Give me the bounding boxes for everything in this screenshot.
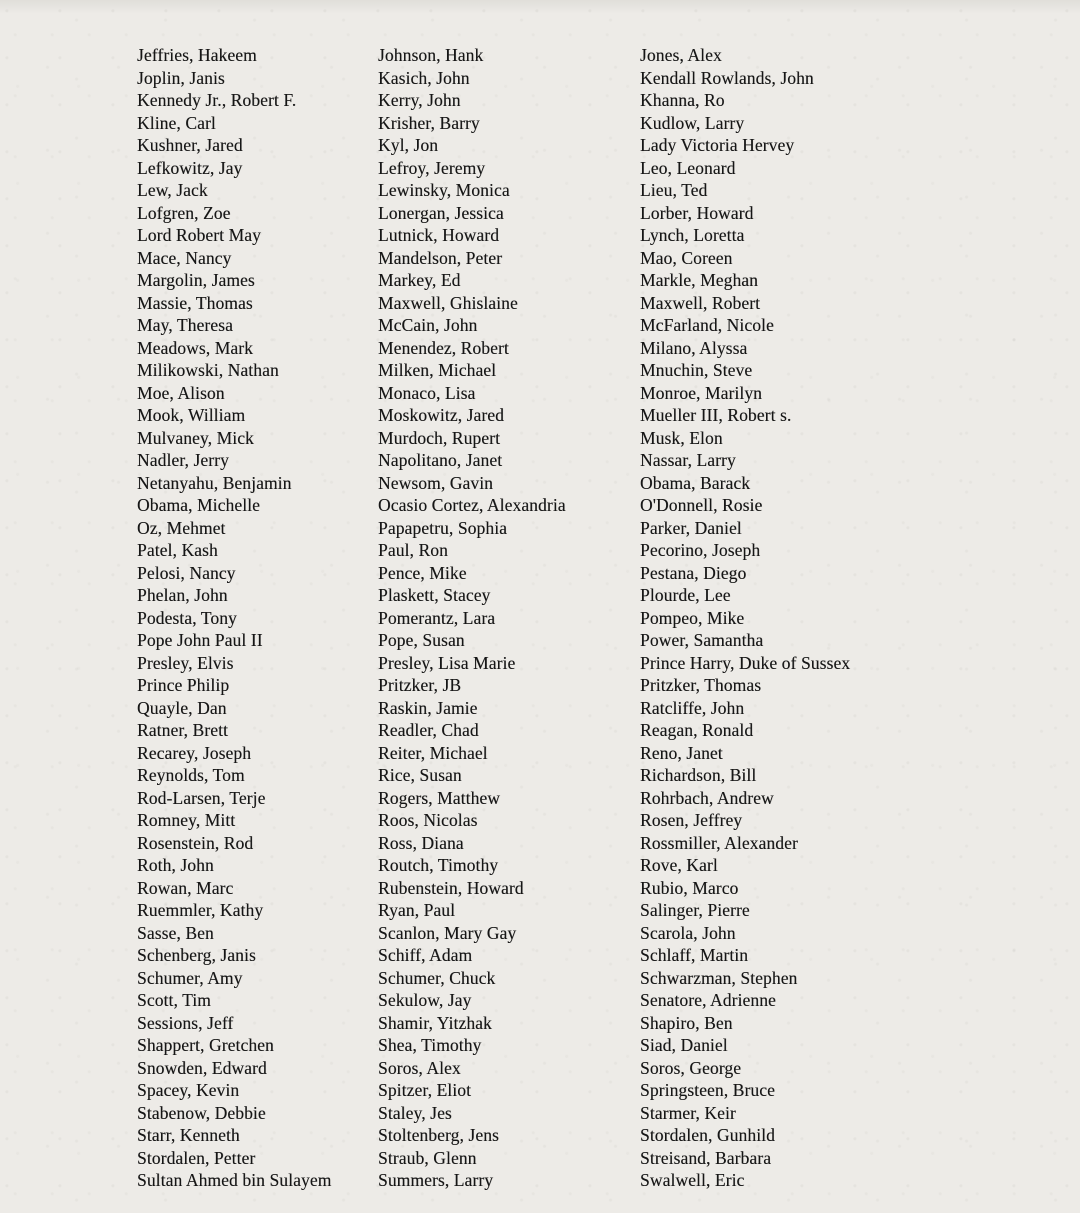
name-entry: Mandelson, Peter xyxy=(378,247,503,268)
name-entry: Patel, Kash xyxy=(137,540,218,560)
name-entry: Salinger, Pierre xyxy=(640,900,750,920)
name-entry: Readler, Chad xyxy=(378,720,479,740)
name-entry: McFarland, Nicole xyxy=(640,315,774,335)
name-entry: Mace, Nancy xyxy=(137,247,232,268)
name-entry: Moskowitz, Jared xyxy=(378,405,505,425)
name-entry: Lord Robert May xyxy=(137,225,261,245)
name-entry: Reiter, Michael xyxy=(378,742,488,763)
name-entry: Summers, Larry xyxy=(378,1170,494,1190)
name-entry: Ratcliffe, John xyxy=(640,697,745,718)
name-entry: Pompeo, Mike xyxy=(640,607,745,628)
name-entry: Starr, Kenneth xyxy=(137,1125,240,1145)
name-entry: Roth, John xyxy=(137,855,214,875)
name-entry: Straub, Glenn xyxy=(378,1147,477,1168)
name-entry: Senatore, Adrienne xyxy=(640,990,776,1010)
name-entry: Mnuchin, Steve xyxy=(640,360,753,380)
name-entry: Kudlow, Larry xyxy=(640,112,745,133)
name-entry: Pope John Paul II xyxy=(137,630,263,650)
name-entry: Scarola, John xyxy=(640,922,736,943)
name-entry: Stordalen, Gunhild xyxy=(640,1125,775,1145)
name-entry: Soros, George xyxy=(640,1057,742,1078)
name-entry: Massie, Thomas xyxy=(137,292,253,313)
name-entry: Menendez, Robert xyxy=(378,337,509,358)
name-entry: Rosen, Jeffrey xyxy=(640,810,743,830)
name-column-2 xyxy=(378,44,634,1192)
name-entry: Ruemmler, Kathy xyxy=(137,900,264,920)
name-entry: Moe, Alison xyxy=(137,382,225,403)
name-entry: Paul, Ron xyxy=(378,540,448,560)
name-entry: Presley, Elvis xyxy=(137,652,234,673)
name-entry: Rohrbach, Andrew xyxy=(640,787,774,808)
name-entry: Romney, Mitt xyxy=(137,810,236,830)
name-entry: Streisand, Barbara xyxy=(640,1147,772,1168)
name-entry: Schenberg, Janis xyxy=(137,945,256,965)
name-entry: Kasich, John xyxy=(378,67,470,88)
name-entry: Lew, Jack xyxy=(137,180,208,200)
name-entry: Rosenstein, Rod xyxy=(137,832,254,853)
name-entry: Snowden, Edward xyxy=(137,1057,267,1078)
name-entry: Raskin, Jamie xyxy=(378,697,478,718)
name-entry: Markey, Ed xyxy=(378,270,461,290)
name-entry: Roos, Nicolas xyxy=(378,810,478,830)
name-entry: Schlaff, Martin xyxy=(640,945,749,965)
name-entry: Pelosi, Nancy xyxy=(137,562,236,583)
name-entry: Podesta, Tony xyxy=(137,607,237,628)
name-entry: Kennedy Jr., Robert F. xyxy=(137,90,297,110)
name-entry: Routch, Timothy xyxy=(378,855,499,875)
name-entry: Prince Philip xyxy=(137,675,230,695)
name-entry: May, Theresa xyxy=(137,315,233,335)
name-entry: Obama, Michelle xyxy=(137,495,260,515)
name-entry: Plourde, Lee xyxy=(640,585,731,605)
name-entry: Siad, Daniel xyxy=(640,1035,728,1055)
name-entry: Rossmiller, Alexander xyxy=(640,832,798,853)
name-entry: Rod-Larsen, Terje xyxy=(137,787,266,808)
name-entry: Milikowski, Nathan xyxy=(137,360,279,380)
name-entry: Mook, William xyxy=(137,405,246,425)
name-entry: Recarey, Joseph xyxy=(137,742,252,763)
name-entry: Meadows, Mark xyxy=(137,337,253,358)
name-column-3 xyxy=(640,44,970,1192)
name-entry: Pritzker, JB xyxy=(378,675,462,695)
name-entry: Rove, Karl xyxy=(640,855,718,875)
name-entry: Phelan, John xyxy=(137,585,228,605)
name-entry: Rice, Susan xyxy=(378,765,462,785)
name-entry: Richardson, Bill xyxy=(640,765,757,785)
name-entry: Markle, Meghan xyxy=(640,270,759,290)
name-entry: Pestana, Diego xyxy=(640,562,747,583)
name-entry: Obama, Barack xyxy=(640,472,751,493)
name-entry: Pence, Mike xyxy=(378,562,467,583)
name-entry: Stabenow, Debbie xyxy=(137,1102,266,1123)
name-entry: Lady Victoria Hervey xyxy=(640,135,795,155)
name-entry: Reagan, Ronald xyxy=(640,720,754,740)
name-entry: Sessions, Jeff xyxy=(137,1012,234,1033)
name-entry: Pecorino, Joseph xyxy=(640,540,761,560)
name-entry: Napolitano, Janet xyxy=(378,450,503,470)
name-entry: Rubio, Marco xyxy=(640,877,739,898)
name-entry: Jeffries, Hakeem xyxy=(137,45,257,65)
name-entry: Lynch, Loretta xyxy=(640,225,745,245)
name-column-1 xyxy=(137,44,373,1192)
name-entry: Nassar, Larry xyxy=(640,450,736,470)
name-entry: Joplin, Janis xyxy=(137,67,225,88)
name-entry: Margolin, James xyxy=(137,270,255,290)
name-entry: Schumer, Chuck xyxy=(378,967,496,988)
name-entry: Rowan, Marc xyxy=(137,877,234,898)
name-entry: Shamir, Yitzhak xyxy=(378,1012,492,1033)
name-entry: Ocasio Cortez, Alexandria xyxy=(378,495,566,515)
name-entry: Lorber, Howard xyxy=(640,202,754,223)
name-entry: Stoltenberg, Jens xyxy=(378,1125,499,1145)
name-entry: Pomerantz, Lara xyxy=(378,607,496,628)
name-entry: Lieu, Ted xyxy=(640,180,708,200)
name-entry: Prince Harry, Duke of Sussex xyxy=(640,652,851,673)
name-entry: Scanlon, Mary Gay xyxy=(378,922,517,943)
name-entry: Khanna, Ro xyxy=(640,90,725,110)
name-entry: Ratner, Brett xyxy=(137,720,228,740)
name-entry: Milken, Michael xyxy=(378,360,497,380)
name-entry: Netanyahu, Benjamin xyxy=(137,472,292,493)
name-entry: Leo, Leonard xyxy=(640,157,736,178)
name-entry: O'Donnell, Rosie xyxy=(640,495,763,515)
name-entry: Shapiro, Ben xyxy=(640,1012,733,1033)
name-entry: Stordalen, Petter xyxy=(137,1147,256,1168)
name-entry: Lefkowitz, Jay xyxy=(137,157,243,178)
name-entry: Musk, Elon xyxy=(640,427,723,448)
name-entry: Monaco, Lisa xyxy=(378,382,476,403)
name-entry: Krisher, Barry xyxy=(378,112,480,133)
name-entry: Presley, Lisa Marie xyxy=(378,652,516,673)
name-entry: Mao, Coreen xyxy=(640,247,733,268)
name-entry: Lonergan, Jessica xyxy=(378,202,504,223)
name-entry: Maxwell, Robert xyxy=(640,292,761,313)
name-entry: Monroe, Marilyn xyxy=(640,382,763,403)
name-entry: Kushner, Jared xyxy=(137,135,243,155)
name-entry: Pope, Susan xyxy=(378,630,465,650)
name-entry: Sekulow, Jay xyxy=(378,990,472,1010)
name-entry: Reynolds, Tom xyxy=(137,765,245,785)
name-entry: Spitzer, Eliot xyxy=(378,1080,472,1100)
name-entry: Maxwell, Ghislaine xyxy=(378,292,518,313)
name-entry: Kendall Rowlands, John xyxy=(640,67,814,88)
name-entry: Starmer, Keir xyxy=(640,1102,736,1123)
name-entry: Kerry, John xyxy=(378,90,461,110)
name-entry: Springsteen, Bruce xyxy=(640,1080,775,1100)
name-entry: Nadler, Jerry xyxy=(137,450,229,470)
name-entry: Mulvaney, Mick xyxy=(137,427,254,448)
name-entry: Lewinsky, Monica xyxy=(378,180,510,200)
name-entry: Lofgren, Zoe xyxy=(137,202,231,223)
name-entry: Papapetru, Sophia xyxy=(378,517,508,538)
name-entry: Ross, Diana xyxy=(378,832,464,853)
name-entry: Sultan Ahmed bin Sulayem xyxy=(137,1170,332,1190)
name-entry: Rogers, Matthew xyxy=(378,787,501,808)
name-entry: McCain, John xyxy=(378,315,478,335)
name-entry: Kyl, Jon xyxy=(378,135,439,155)
name-entry: Shea, Timothy xyxy=(378,1035,482,1055)
name-entry: Pritzker, Thomas xyxy=(640,675,762,695)
name-entry: Schumer, Amy xyxy=(137,967,243,988)
name-entry: Quayle, Dan xyxy=(137,697,227,718)
name-entry: Jones, Alex xyxy=(640,45,722,65)
name-entry: Rubenstein, Howard xyxy=(378,877,524,898)
name-entry: Staley, Jes xyxy=(378,1102,452,1123)
name-entry: Power, Samantha xyxy=(640,630,764,650)
name-entry: Shappert, Gretchen xyxy=(137,1035,274,1055)
name-entry: Milano, Alyssa xyxy=(640,337,748,358)
name-entry: Parker, Daniel xyxy=(640,517,742,538)
name-entry: Schiff, Adam xyxy=(378,945,473,965)
name-entry: Lefroy, Jeremy xyxy=(378,157,486,178)
name-entry: Schwarzman, Stephen xyxy=(640,967,798,988)
name-entry: Johnson, Hank xyxy=(378,45,484,65)
name-entry: Newsom, Gavin xyxy=(378,472,494,493)
name-entry: Kline, Carl xyxy=(137,112,216,133)
name-entry: Plaskett, Stacey xyxy=(378,585,491,605)
name-entry: Ryan, Paul xyxy=(378,900,456,920)
name-entry: Swalwell, Eric xyxy=(640,1170,745,1190)
name-entry: Lutnick, Howard xyxy=(378,225,500,245)
name-entry: Oz, Mehmet xyxy=(137,517,226,538)
name-entry: Soros, Alex xyxy=(378,1057,461,1078)
name-entry: Murdoch, Rupert xyxy=(378,427,501,448)
name-entry: Mueller III, Robert s. xyxy=(640,405,792,425)
name-entry: Sasse, Ben xyxy=(137,922,214,943)
name-entry: Spacey, Kevin xyxy=(137,1080,240,1100)
name-entry: Scott, Tim xyxy=(137,990,211,1010)
name-entry: Reno, Janet xyxy=(640,742,723,763)
